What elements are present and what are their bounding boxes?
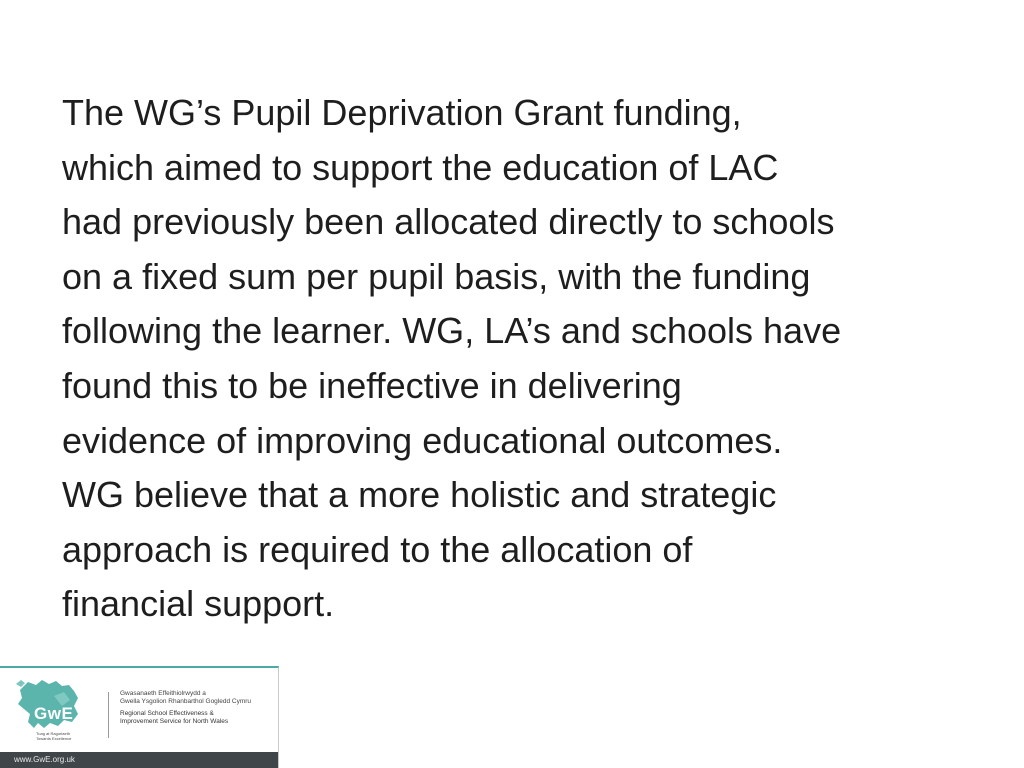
welsh-line-1: Gwasanaeth Effeithiolrwydd a <box>120 690 206 697</box>
body-line: approach is required to the allocation of <box>62 528 693 570</box>
welsh-service-name <box>120 690 251 706</box>
english-line-2: Improvement Service for North Wales <box>120 718 229 725</box>
body-line: found this to be ineffective in delivering <box>62 364 682 406</box>
body-line: on a fixed sum per pupil basis, with the funding <box>62 255 811 297</box>
url-bar <box>0 752 278 768</box>
body-line: financial support. <box>62 583 335 625</box>
welsh-line-2: Gwella Ysgolion Rhanbarthol Gogledd Cymru <box>120 698 252 705</box>
english-service-name <box>120 710 228 726</box>
gwe-tagline: Tuag at Ragoriaeth Towards Excellence <box>36 731 72 741</box>
body-text <box>62 86 982 632</box>
logo-divider <box>108 692 109 738</box>
body-line: evidence of improving educational outcomes. <box>62 419 783 461</box>
gwe-logo-block <box>0 666 279 768</box>
body-line: which aimed to support the education of LAC <box>62 146 779 188</box>
website-url: www.GwE.org.uk <box>14 755 75 764</box>
body-line: following the learner. WG, LA’s and schools have <box>62 310 842 352</box>
gwe-wordmark: GwE <box>34 704 74 723</box>
body-line: had previously been allocated directly to schools <box>62 201 835 243</box>
english-line-1: Regional School Effectiveness & <box>120 710 214 717</box>
body-line: The WG’s Pupil Deprivation Grant funding, <box>62 92 742 133</box>
body-line: WG believe that a more holistic and strategic <box>62 474 777 516</box>
